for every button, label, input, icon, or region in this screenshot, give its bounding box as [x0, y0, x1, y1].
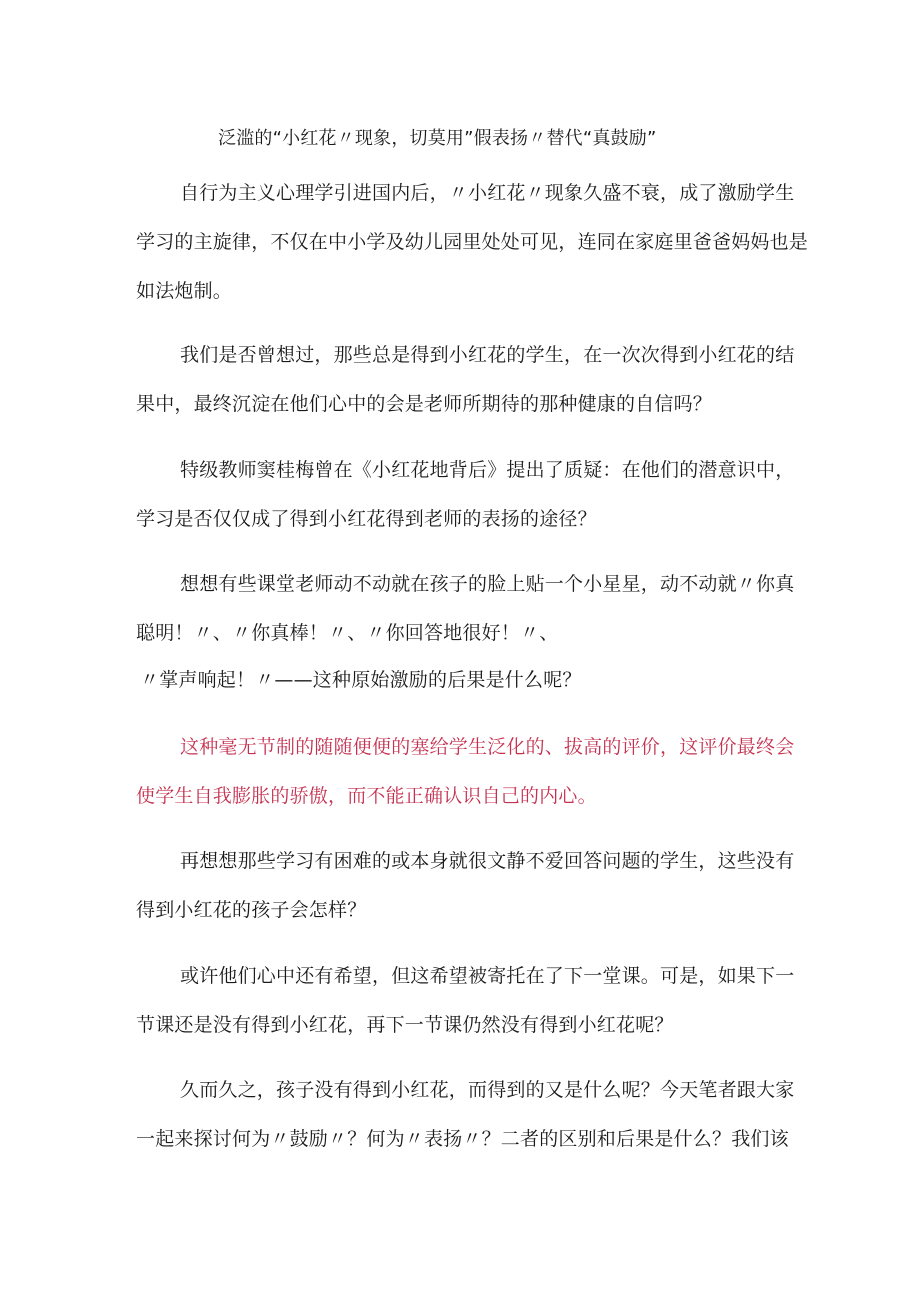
- paragraph-3-line-2: 学习是否仅仅成了得到小红花得到老师的表扬的途径？: [136, 508, 597, 530]
- paragraph-1-line-1: 自行为主义心理学引进国内后，〃小红花〃现象久盛不衰，成了激励学生: [180, 182, 795, 204]
- paragraph-2-line-2: 果中，最终沉淀在他们心中的会是老师所期待的那种健康的自信吗？: [136, 393, 713, 415]
- paragraph-4-line-2: 聪明！〃、〃你真棒！〃、〃你回答地很好！〃、: [136, 622, 559, 644]
- paragraph-7-line-2: 节课还是没有得到小红花，再下一节课仍然没有得到小红花呢？: [136, 1014, 674, 1036]
- paragraph-2-line-1: 我们是否曾想过，那些总是得到小红花的学生，在一次次得到小红花的结: [180, 344, 795, 366]
- paragraph-7-line-1: 或许他们心中还有希望，但这希望被寄托在了下一堂课。可是，如果下一: [180, 965, 795, 987]
- paragraph-1-line-2: 学习的主旋律，不仅在中小学及幼儿园里处处可见，连同在家庭里爸爸妈妈也是: [136, 231, 809, 253]
- paragraph-8-line-1: 久而久之，孩子没有得到小红花，而得到的又是什么呢？今天笔者跟大家: [180, 1079, 795, 1101]
- paragraph-5-line-2: 使学生自我膨胀的骄傲，而不能正确认识自己的内心。: [136, 785, 597, 807]
- paragraph-3-line-1: 特级教师窦桂梅曾在《小红花地背后》提出了质疑：在他们的潜意识中，: [180, 459, 795, 481]
- document-title: 泛滥的“小红花〃现象，切莫用”假表扬〃替代“真鼓励”: [218, 128, 657, 149]
- paragraph-6-line-1: 再想想那些学习有困难的或本身就很文静不爱回答问题的学生，这些没有: [180, 850, 795, 872]
- paragraph-5-line-1: 这种毫无节制的随随便便的塞给学生泛化的、拔高的评价，这评价最终会: [180, 736, 795, 758]
- paragraph-1-line-3: 如法炮制。: [136, 280, 233, 302]
- paragraph-4-line-3: 〃掌声响起！〃——这种原始激励的后果是什么呢？: [140, 669, 582, 691]
- paragraph-6-line-2: 得到小红花的孩子会怎样？: [136, 899, 367, 921]
- paragraph-8-line-2: 一起来探讨何为〃鼓励〃？何为〃表扬〃？二者的区别和后果是什么？我们该: [136, 1128, 789, 1150]
- paragraph-4-line-1: 想想有些课堂老师动不动就在孩子的脸上贴一个小星星，动不动就〃你真: [180, 573, 795, 595]
